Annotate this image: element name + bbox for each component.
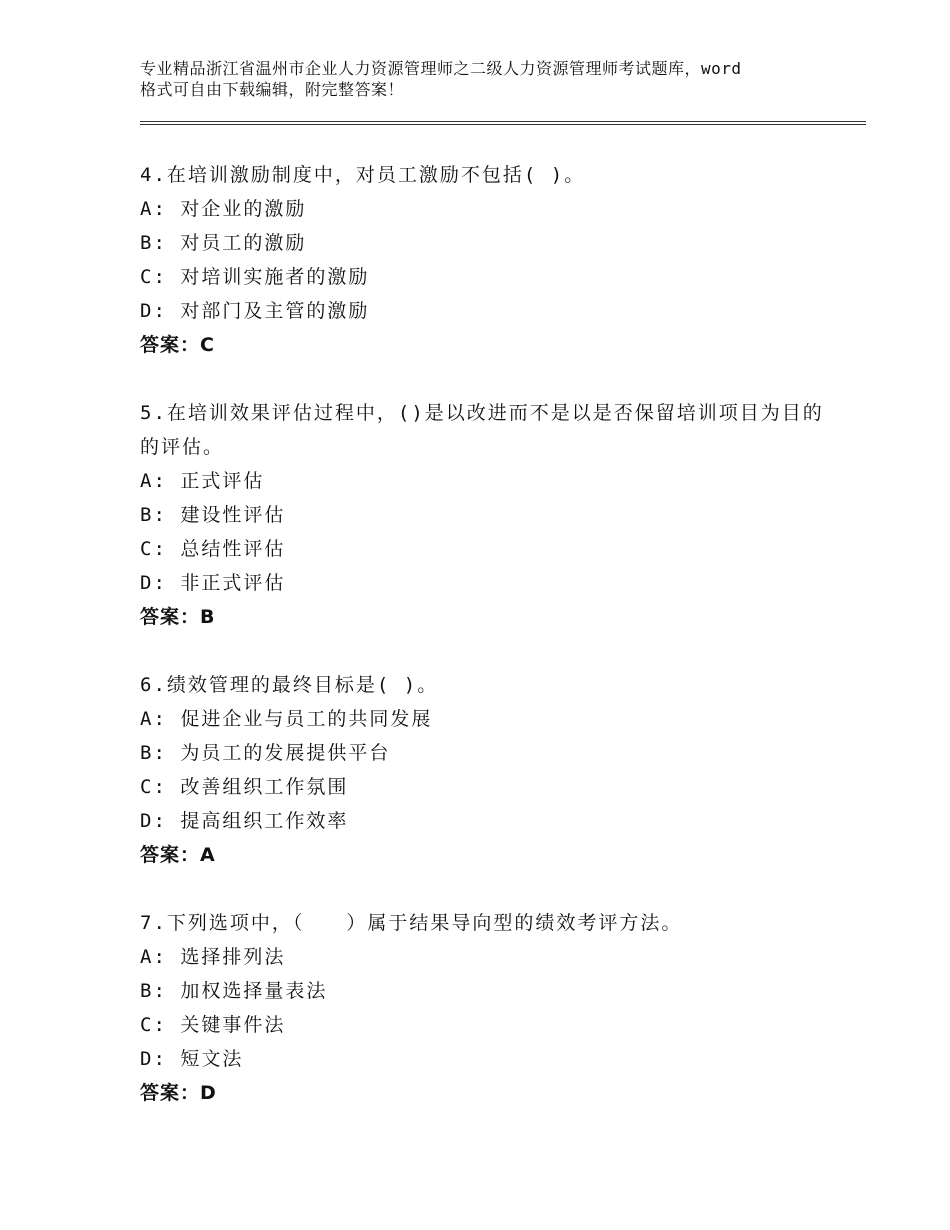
header-divider-bottom [140, 124, 866, 125]
answer-label: 答案：D [140, 1082, 217, 1104]
document-header [140, 58, 840, 100]
question-5 [140, 396, 840, 634]
option-c: C: 总结性评估 [140, 538, 286, 560]
option-a: A: 对企业的激励 [140, 198, 307, 220]
option-d: D: 对部门及主管的激励 [140, 300, 370, 322]
option-b: B: 建设性评估 [140, 504, 286, 526]
question-6 [140, 668, 840, 872]
option-d: D: 提高组织工作效率 [140, 810, 349, 832]
option-d: D: 非正式评估 [140, 572, 286, 594]
option-d: D: 短文法 [140, 1048, 244, 1070]
option-a: A: 正式评估 [140, 470, 265, 492]
answer-label: 答案：C [140, 334, 215, 356]
option-c: C: 关键事件法 [140, 1014, 286, 1036]
option-b: B: 为员工的发展提供平台 [140, 742, 391, 764]
question-4 [140, 158, 840, 362]
question-stem: 6.绩效管理的最终目标是( )。 [140, 674, 439, 696]
question-stem: 7.下列选项中，（ ）属于结果导向型的绩效考评方法。 [140, 912, 683, 934]
answer-label: 答案：A [140, 844, 216, 866]
question-stem: 5.在培训效果评估过程中，()是以改进而不是以是否保留培训项目为目的的评估。 [140, 402, 824, 458]
option-a: A: 促进企业与员工的共同发展 [140, 708, 433, 730]
option-c: C: 对培训实施者的激励 [140, 266, 370, 288]
answer-label: 答案：B [140, 606, 216, 628]
option-b: B: 对员工的激励 [140, 232, 307, 254]
header-divider-top [140, 121, 866, 122]
question-stem: 4.在培训激励制度中，对员工激励不包括( )。 [140, 164, 586, 186]
header-line-1: 专业精品浙江省温州市企业人力资源管理师之二级人力资源管理师考试题库，word [140, 59, 742, 78]
option-b: B: 加权选择量表法 [140, 980, 328, 1002]
question-list [140, 158, 840, 1110]
header-line-2: 格式可自由下载编辑，附完整答案！ [140, 80, 405, 99]
option-a: A: 选择排列法 [140, 946, 286, 968]
question-7 [140, 906, 840, 1110]
option-c: C: 改善组织工作氛围 [140, 776, 349, 798]
